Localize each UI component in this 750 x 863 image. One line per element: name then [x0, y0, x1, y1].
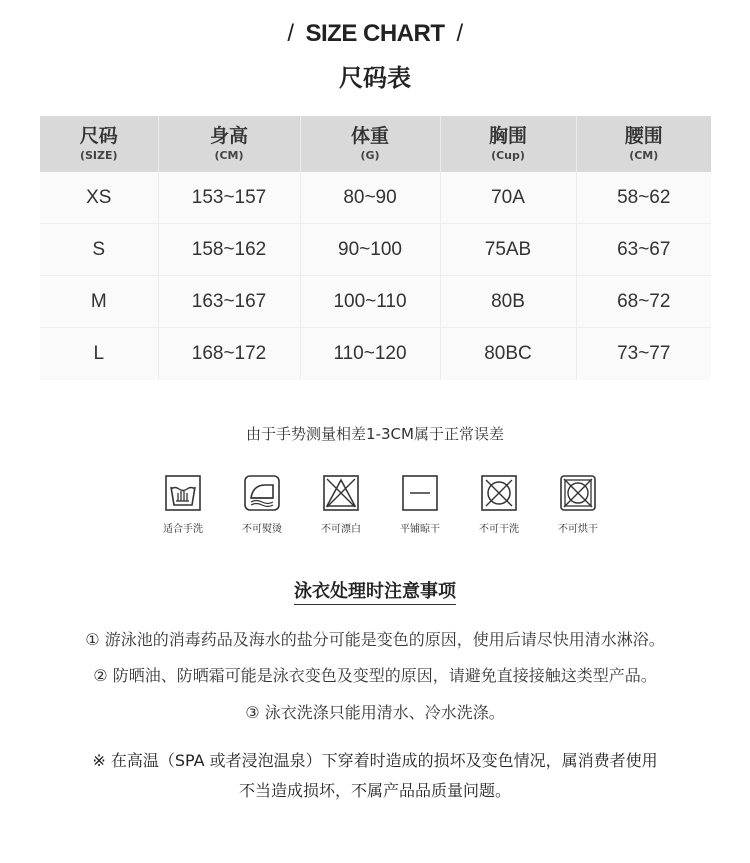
column-header-label: 尺码: [79, 124, 118, 147]
care-label: 不可漂白: [321, 524, 361, 535]
care-item-no-iron: [223, 474, 301, 535]
cell-waist: 68~72: [576, 276, 711, 328]
size-chart-table: [40, 116, 711, 380]
warning-note: [0, 746, 750, 806]
column-header-unit: (CM): [629, 148, 659, 162]
warning-line: ※ 在高温（SPA 或者浸泡温泉）下穿着时造成的损坏及变色情况，属消费者使用: [92, 751, 658, 770]
column-header-label: 胸围: [488, 124, 527, 147]
care-item-hand-wash: [144, 474, 222, 535]
column-header-label: 体重: [350, 124, 389, 147]
cell-waist: 58~62: [576, 172, 711, 224]
column-header-size: [40, 116, 158, 172]
care-item-no-dry-clean: [460, 474, 538, 535]
cell-size: L: [40, 328, 158, 381]
care-section-title-text: 泳衣处理时注意事项: [294, 581, 456, 605]
table-row: [40, 224, 711, 276]
cell-weight: 100~110: [300, 276, 440, 328]
dry-flat-icon: [401, 474, 439, 512]
table-row: [40, 172, 711, 224]
care-tip: ③ 泳衣洗涤只能用清水、冷水洗涤。: [245, 703, 505, 722]
hand-wash-icon: [164, 474, 202, 512]
column-header-label: 身高: [209, 124, 248, 147]
cell-size: M: [40, 276, 158, 328]
care-tip: ① 游泳池的消毒药品及海水的盐分可能是变色的原因，使用后请尽快用清水淋浴。: [85, 630, 665, 649]
no-bleach-icon: [322, 474, 360, 512]
table-row: [40, 276, 711, 328]
column-header-weight: [300, 116, 440, 172]
care-icons-row: [146, 474, 626, 544]
cell-weight: 80~90: [300, 172, 440, 224]
no-iron-icon: [243, 474, 281, 512]
measurement-note: 由于手势测量相差1-3CM属于正常误差: [246, 425, 504, 443]
title-slash-right: /: [456, 20, 463, 47]
column-header-unit: (SIZE): [79, 148, 118, 162]
cell-weight: 90~100: [300, 224, 440, 276]
cell-size: S: [40, 224, 158, 276]
care-item-dry-flat: [381, 474, 459, 535]
cell-bust: 75AB: [440, 224, 576, 276]
cell-weight: 110~120: [300, 328, 440, 381]
cell-bust: 80B: [440, 276, 576, 328]
cell-height: 168~172: [158, 328, 300, 381]
title-english: [0, 20, 750, 48]
cell-bust: 70A: [440, 172, 576, 224]
care-label: 不可熨烫: [242, 524, 282, 535]
no-tumble-dry-icon: [559, 474, 597, 512]
care-label: 不可烘干: [558, 524, 598, 535]
cell-waist: 73~77: [576, 328, 711, 381]
title-chinese: 尺码表: [339, 64, 411, 92]
warning-line: 不当造成损坏，不属产品品质量问题。: [238, 781, 511, 800]
column-header-waist: [576, 116, 711, 172]
cell-waist: 63~67: [576, 224, 711, 276]
table-row: [40, 328, 711, 381]
column-header-unit: (G): [360, 148, 380, 162]
care-item-no-bleach: [302, 474, 380, 535]
column-header-height: [158, 116, 300, 172]
care-label: 不可干洗: [479, 524, 519, 535]
column-header-label: 腰围: [624, 124, 663, 147]
table-header-row: [40, 116, 711, 172]
care-tip: ② 防晒油、防晒霜可能是泳衣变色及变型的原因，请避免直接接触这类型产品。: [93, 666, 657, 685]
cell-height: 153~157: [158, 172, 300, 224]
cell-bust: 80BC: [440, 328, 576, 381]
care-section-title: [0, 577, 750, 603]
title-english-text: SIZE CHART: [305, 20, 445, 47]
column-header-bust: [440, 116, 576, 172]
cell-size: XS: [40, 172, 158, 224]
title-slash-left: /: [287, 20, 294, 47]
care-label: 平铺晾干: [400, 524, 440, 535]
care-label: 适合手洗: [163, 524, 203, 535]
no-dry-clean-icon: [480, 474, 518, 512]
column-header-unit: (CM): [214, 148, 244, 162]
column-header-unit: (Cup): [491, 148, 525, 162]
cell-height: 163~167: [158, 276, 300, 328]
care-item-no-tumble-dry: [539, 474, 617, 535]
cell-height: 158~162: [158, 224, 300, 276]
